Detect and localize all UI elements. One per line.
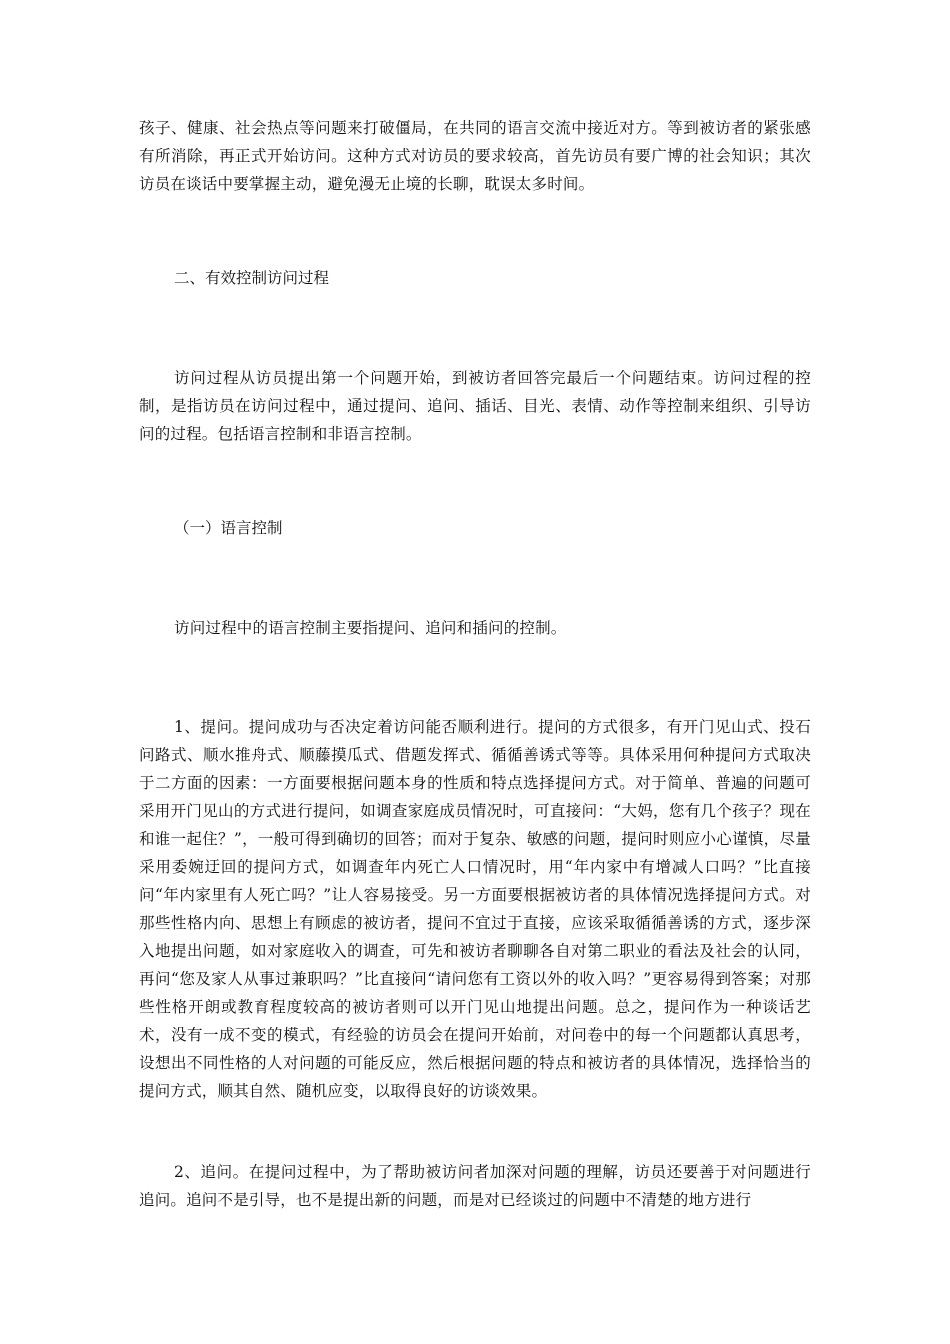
paragraph-questioning: 1、提问。提问成功与否决定着访问能否顺利进行。提问的方式很多，有开门见山式、投石问路式、顺水推舟式、顺藤摸瓜式、借题发挥式、循循善诱式等等。具体采用何种提问方式取决于二方面的因素：一方面要根据问题本身的性质和特点选择提问方式。对于简单、普遍的问题可采用开门见山的方式进行提问，如调查家庭成员情况时，可直接问：“大妈，您有几个孩子？现在和谁一起住？”，一般可得到确切的回答；而对于复杂、敏感的问题，提问时则应小心谨慎，尽量采用委婉迂回的提问方式，如调查年内死亡人口情况时，用“年内家中有增减人口吗？”比直接问“年内家里有人死亡吗？”让人容易接受。另一方面要根据被访者的具体情况选择提问方式。对那些性格内向、思想上有顾虑的被访者，提问不宜过于直接，应该采取循循善诱的方式，逐步深入地提出问题，如对家庭收入的调查，可先和被访者聊聊各自对第二职业的看法及社会的认同，再问“您及家人从事过兼职吗？”比直接问“请问您有工资以外的收入吗？”更容易得到答案；对那些性格开朗或教育程度较高的被访者则可以开门见山地提出问题。总之，提问作为一种谈话艺术，没有一成不变的模式，有经验的访员会在提问开始前，对问卷中的每一个问题都认真思考，设想出不同性格的人对问题的可能反应，然后根据问题的特点和被访者的具体情况，选择恰当的提问方式，顺其自然、随机应变，以取得良好的访谈效果。 <box>139 718 811 1100</box>
subsection-heading-language-control: （一）语言控制 <box>174 519 283 537</box>
paragraph-follow-up: 2、追问。在提问过程中，为了帮助被访问者加深对问题的理解，访员还要善于对问题进行追问。追问不是引导，也不是提出新的问题，而是对已经谈过的问题中不清楚的地方进行 <box>139 1163 811 1209</box>
section-heading-2: 二、有效控制访问过程 <box>174 269 330 287</box>
paragraph-process-definition: 访问过程从访员提出第一个问题开始，到被访者回答完最后一个问题结束。访问过程的控制，是指访员在访问过程中，通过提问、追问、插话、目光、表情、动作等控制来组织、引导访问的过程。包括语言控制和非语言控制。 <box>139 369 811 443</box>
paragraph-language-control-intro: 访问过程中的语言控制主要指提问、追问和插问的控制。 <box>174 619 567 637</box>
paragraph-continuation: 孩子、健康、社会热点等问题来打破僵局，在共同的语言交流中接近对方。等到被访者的紧张感有所消除，再正式开始访问。这种方式对访员的要求较高，首先访员有要广博的社会知识；其次访员在谈话中要掌握主动，避免漫无止境的长聊，耽误太多时间。 <box>139 119 811 193</box>
